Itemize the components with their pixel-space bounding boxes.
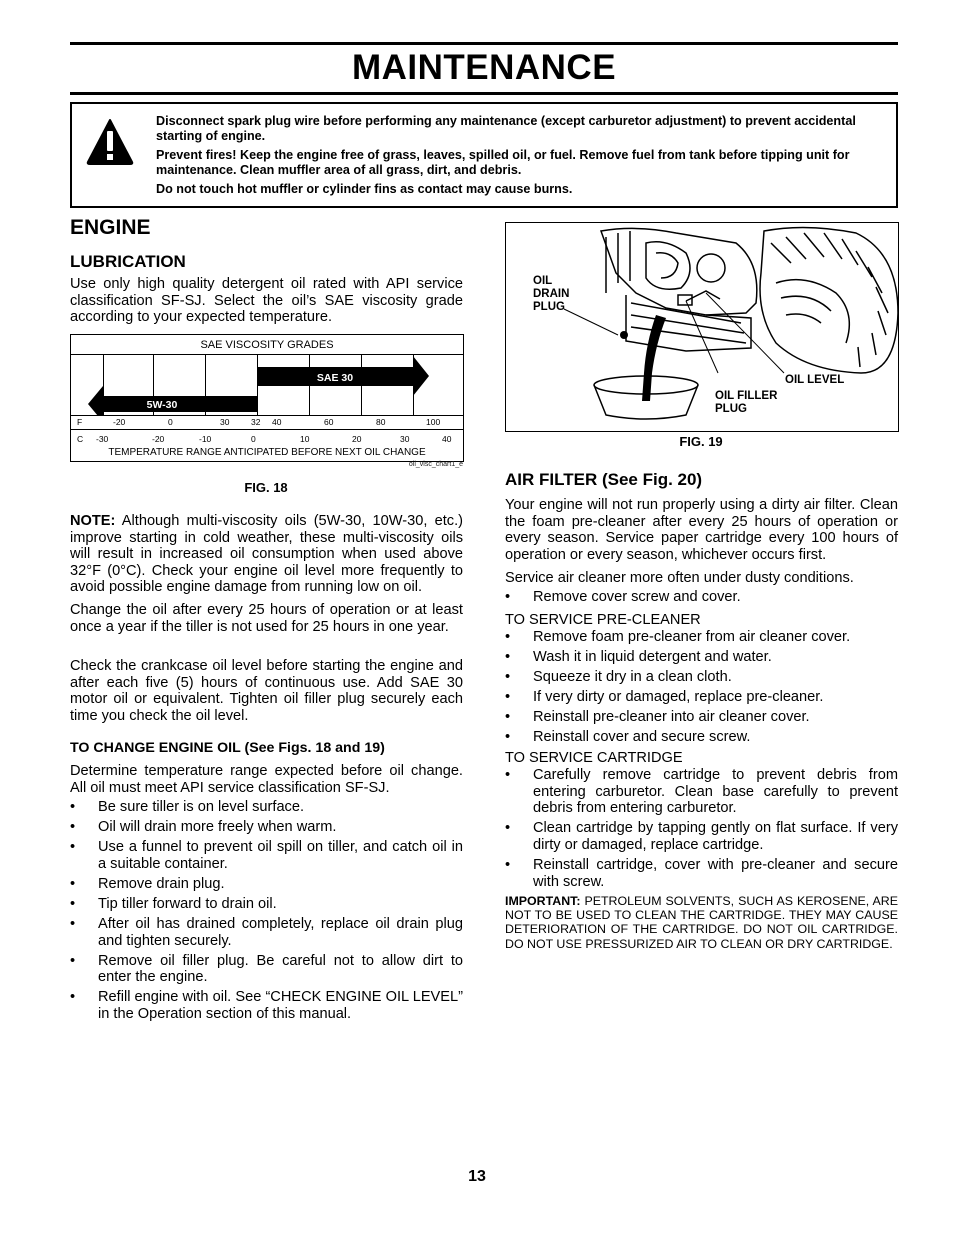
viscosity-bars [71,354,463,416]
air-filter-intro: Your engine will not run properly using a dirty air filter. Clean the foam pre-cleaner after every 25 hours of operation or every season. Service paper cartridge every 100 hours of operation or every season, whichever occurs first. [505,497,898,563]
c-tick-label: 40 [442,434,452,444]
lubrication-text: Use only high quality detergent oil rated with API service classification SF-SJ. Select the oil’s SAE viscosity grade according to your expected temperature. [70,276,463,326]
chart-title: SAE VISCOSITY GRADES [200,339,334,351]
f-tick-label: -20 [113,417,126,427]
lubrication-heading: LUBRICATION [70,252,186,271]
f-tick-label: 30 [220,417,230,427]
f-tick-label: 80 [376,417,386,427]
list-item: • Use a funnel to prevent oil spill on tiller, and catch oil in a suitable container. [70,839,463,872]
note-label: NOTE: [70,513,116,529]
c-tick-label: -20 [152,434,165,444]
chart-divider [71,429,463,430]
list-item: • Refill engine with oil. See “CHECK ENGINE OIL LEVEL” in the Operation section of this manual. [70,989,463,1023]
oil-drain-plug-label: OIL DRAIN PLUG [533,275,570,313]
fig19-illustration [505,222,899,432]
air-filter-heading: AIR FILTER (See Fig. 20) [505,470,703,489]
note-paragraph [70,513,463,596]
c-unit-label: C [77,434,84,444]
list-item: • Tip tiller forward to drain oil. [70,895,277,912]
pre-cleaner-list [505,629,898,750]
c-tick-label: 30 [400,434,410,444]
list-item: • Remove oil filler plug. Be careful not to allow dirt to enter the engine. [70,952,463,986]
note-text: Although multi-viscosity oils (5W-30, 10W-30, etc.) improve starting in cold weather, these multi-viscosity oils will result in increased oil consumption when used above 32°F (0°C). Check your engine oil level more frequently to avoid possible engine damage from running low on oil. [70,513,463,596]
f-tick-label: 32 [251,417,261,427]
c-tick-label: -30 [96,434,109,444]
f-unit-label: F [77,417,83,427]
important-text: PETROLEUM SOLVENTS, SUCH AS KEROSENE, ARE NOT TO BE USED TO CLEAN THE CARTRIDGE. THEY MAY CAUSE DETERIORATION OF THE CARTRIDGE. DO NOT OIL CARTRIDGE. DO NOT USE PRESSURIZED AIR TO CLEAN OR DRY CARTRIDGE. [505,894,898,951]
f-tick-label: 100 [426,417,441,427]
determine-paragraph: Determine temperature range expected before oil change. All oil must meet API service classification SF-SJ. [70,763,463,796]
change-paragraph: Change the oil after every 25 hours of operation or at least once a year if the tiller is not used for 25 hours in one year. [70,602,463,635]
c-tick-label: 20 [352,434,362,444]
chart-xlabel: TEMPERATURE RANGE ANTICIPATED BEFORE NEXT OIL CHANGE [108,447,426,458]
cover-list [505,589,898,609]
fig18-caption: FIG. 18 [244,480,288,495]
list-item: • Remove drain plug. [70,875,225,892]
list-item: • Reinstall cover and secure screw. [505,729,751,746]
page-title: MAINTENANCE [351,48,617,87]
list-item: • Remove foam pre-cleaner from air cleaner cover. [505,629,851,645]
c-tick-label: -10 [199,434,212,444]
cartridge-heading: TO SERVICE CARTRIDGE [505,750,683,766]
important-notice [505,894,898,951]
warning-line: Do not touch hot muffler or cylinder fins as contact may cause burns. [156,182,573,196]
list-item: • Oil will drain more freely when warm. [70,819,337,836]
warning-box [70,102,898,208]
oil-change-list [70,799,463,1026]
list-item: • Remove cover screw and cover. [505,589,741,605]
check-paragraph: Check the crankcase oil level before starting the engine and after each five (5) hours of continuous use. Add SAE 30 motor oil or equivalent. Tighten oil filler plug securely each time you check the oil level. [70,658,463,724]
warning-text [156,114,886,201]
header-rule-top [70,42,898,45]
list-item: • Reinstall cartridge, cover with pre-cleaner and secure with screw. [505,856,898,890]
page-number: 13 [468,1168,486,1185]
chart-divider [71,415,463,416]
f-tick-label: 0 [168,417,173,427]
list-item: • Clean cartridge by tapping gently on flat surface. If very dirty or damaged, replace cartridge. [505,820,898,853]
f-tick-label: 40 [272,417,282,427]
c-tick-label: 0 [251,434,256,444]
important-label: IMPORTANT: [505,894,581,908]
warning-triangle-icon [86,118,134,166]
chart-id: oil_visc_chart1_e [408,461,463,468]
header-rule-bottom [70,92,898,95]
bar-label-5w30: 5W-30 [146,399,178,411]
list-item: • Wash it in liquid detergent and water. [505,649,772,666]
list-item: • Squeeze it dry in a clean cloth. [505,669,732,686]
engine-heading: ENGINE [70,216,151,239]
c-tick-label: 10 [300,434,310,444]
list-item: • If very dirty or damaged, replace pre-cleaner. [505,689,824,706]
f-tick-label: 60 [324,417,334,427]
list-item: • Reinstall pre-cleaner into air cleaner cover. [505,709,810,726]
fig19-caption: FIG. 19 [679,434,723,449]
dusty-conditions-text: Service air cleaner more often under dusty conditions. [505,570,854,586]
list-item: • After oil has drained completely, replace oil drain plug and tighten securely. [70,916,463,949]
warning-line: Prevent fires! Keep the engine free of grass, leaves, spilled oil, or fuel. Remove fuel from tank before tipping unit for maintenance. Clean muffler area of all grass, dirt, and debris. [156,148,850,177]
to-change-heading: TO CHANGE ENGINE OIL (See Figs. 18 and 19) [70,740,385,756]
oil-filler-plug-label: OIL FILLER PLUG [715,390,778,415]
oil-level-label: OIL LEVEL [785,374,845,386]
viscosity-chart [70,334,464,462]
warning-line: Disconnect spark plug wire before performing any maintenance (except carburetor adjustment) to prevent accidental starting of engine. [156,114,856,143]
cartridge-list [505,767,898,894]
list-item: • Carefully remove cartridge to prevent debris from entering carburetor. Clean base carefully to prevent debris from entering carburetor. [505,767,898,817]
bar-label-sae30: SAE 30 [316,372,354,384]
pre-cleaner-heading: TO SERVICE PRE-CLEANER [505,612,701,628]
tiller-engine-illustration [506,223,898,431]
list-item: • Be sure tiller is on level surface. [70,799,305,815]
